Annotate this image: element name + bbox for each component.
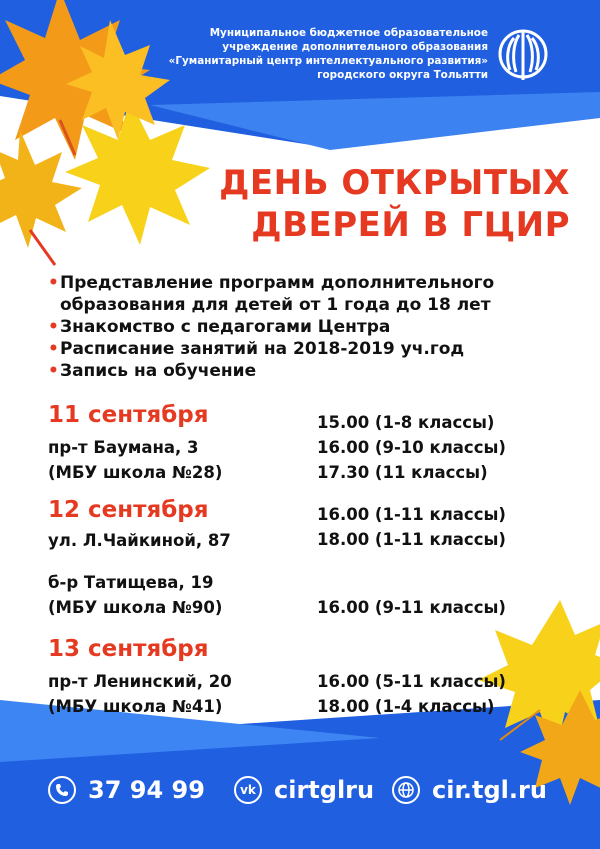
title-line-2: ДВЕРЕЙ В ГЦИР — [251, 205, 570, 245]
org-line: «Гуманитарный центр интеллектуального развития» — [168, 55, 488, 67]
org-line: городского округа Тольятти — [317, 69, 488, 81]
bullet-icon: • — [48, 273, 59, 293]
address: пр-т Баумана, 3 — [48, 438, 199, 457]
time-slot: 16.00 (5-11 классы) — [317, 672, 506, 691]
title-line-1: ДЕНЬ ОТКРЫТЫХ — [219, 163, 570, 203]
org-line: учреждение дополнительного образования — [222, 41, 488, 53]
vk-handle: cirtglru — [274, 776, 375, 804]
feature-list — [48, 272, 568, 382]
address: (МБУ школа №41) — [48, 697, 223, 716]
website-link[interactable] — [392, 773, 547, 807]
phone-contact[interactable] — [48, 773, 205, 807]
bullet-icon: • — [48, 339, 59, 359]
time-slot: 18.00 (1-4 классы) — [317, 697, 495, 716]
time-slot: 18.00 (1-11 классы) — [317, 530, 506, 549]
address: пр-т Ленинский, 20 — [48, 672, 232, 691]
date-sep-11: 11 сентября — [48, 402, 209, 428]
date-sep-12: 12 сентября — [48, 497, 209, 523]
list-item — [48, 272, 568, 316]
list-item-text: Представление программ дополнительного — [60, 273, 495, 293]
bullet-icon: • — [48, 361, 59, 381]
address: б-р Татищева, 19 — [48, 573, 214, 592]
time-slot: 16.00 (9-10 классы) — [317, 438, 506, 457]
list-item — [48, 338, 568, 360]
address: ул. Л.Чайкиной, 87 — [48, 531, 231, 550]
list-item — [48, 316, 568, 338]
date-sep-13: 13 сентября — [48, 636, 209, 662]
list-item — [48, 360, 568, 382]
list-item-text: образования для детей от 1 года до 18 лет — [60, 295, 491, 315]
organization-name — [158, 26, 488, 82]
globe-icon — [392, 776, 420, 804]
bullet-icon: • — [48, 317, 59, 337]
list-item-text: Знакомство с педагогами Центра — [60, 317, 391, 337]
website-url: cir.tgl.ru — [432, 776, 547, 804]
time-slot: 17.30 (11 классы) — [317, 463, 488, 482]
time-slot: 16.00 (9-11 классы) — [317, 598, 506, 617]
list-item-text: Расписание занятий на 2018-2019 уч.год — [60, 339, 465, 359]
time-slot: 16.00 (1-11 классы) — [317, 505, 506, 524]
org-line: Муниципальное бюджетное образовательное — [209, 27, 488, 39]
address: (МБУ школа №90) — [48, 598, 223, 617]
vk-icon: vk — [234, 776, 262, 804]
vk-contact[interactable] — [234, 773, 374, 807]
page-title — [219, 162, 570, 246]
time-slot: 15.00 (1-8 классы) — [317, 413, 495, 432]
list-item-text: Запись на обучение — [60, 361, 257, 381]
center-logo-icon — [497, 24, 549, 84]
phone-icon — [48, 776, 76, 804]
address: (МБУ школа №28) — [48, 463, 223, 482]
phone-number: 37 94 99 — [88, 776, 205, 804]
